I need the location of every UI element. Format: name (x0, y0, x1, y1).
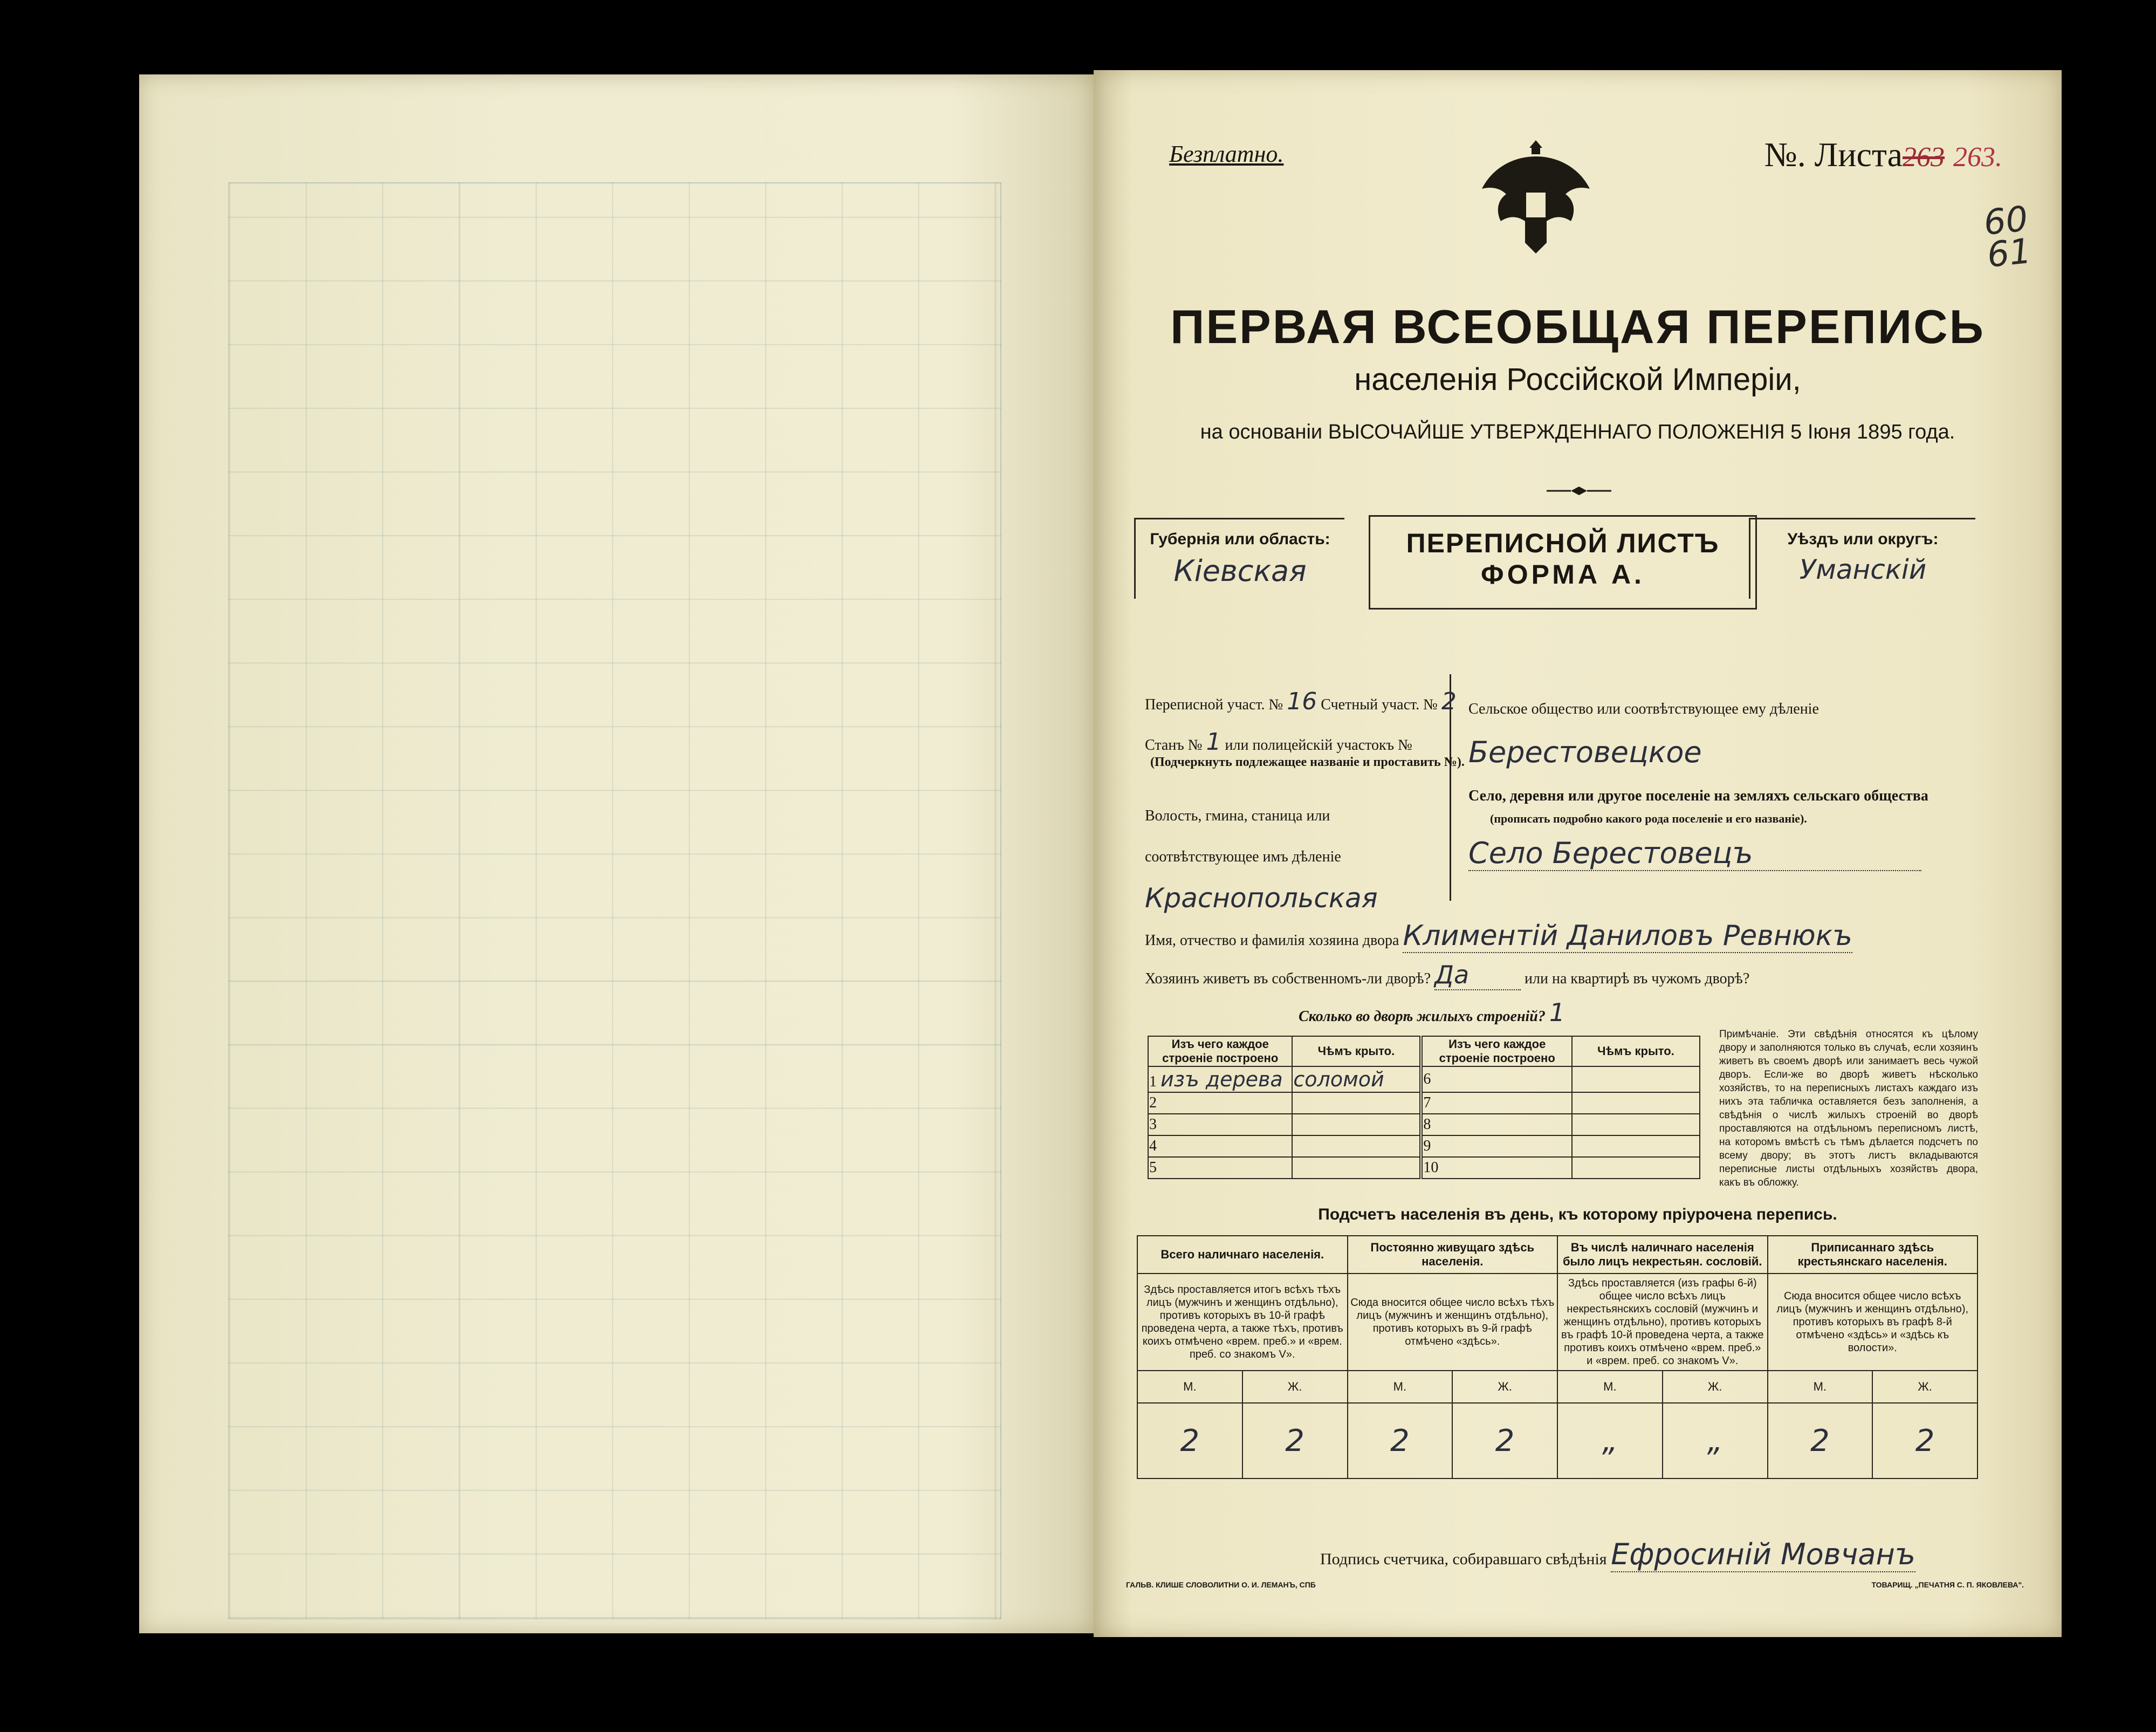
pencil-number-2: 61 (1985, 231, 2033, 276)
count-col-4-desc: Сюда вносится общее число всѣхъ лицъ (мужчинъ и женщинъ отдѣльно), противъ которыхъ въ графѣ 8-й отмѣчено «здѣсь» и «здѣсь къ волости». (1768, 1274, 1978, 1371)
stan-value: 1 (1206, 728, 1221, 756)
owner-name-value: Климентій Даниловъ Ревнюкъ (1403, 920, 1852, 952)
own-yard-label: Хозяинъ живетъ въ собственномъ-ли дворѣ? (1145, 970, 1431, 987)
count-col-4-title: Приписаннаго здѣсь крестьянскаго населенія. (1768, 1236, 1978, 1274)
volost-row (1145, 796, 1436, 923)
rent-label: или на квартирѣ въ чужомъ дворѣ? (1525, 970, 1750, 987)
count-col-1-title: Всего наличнаго населенія. (1137, 1236, 1348, 1274)
police-label: или полицейскій участокъ № (1225, 737, 1412, 754)
pencil-numbers (1981, 199, 2033, 276)
f-label: Ж. (1242, 1371, 1348, 1403)
count-unit-label: Счетный участ. № (1321, 696, 1438, 713)
left-row-1: 1 изъ дерева (1148, 1066, 1292, 1092)
f-label: Ж. (1452, 1371, 1557, 1403)
roof-header-2: Чѣмъ крыто. (1572, 1036, 1700, 1066)
census-unit-label: Переписной участ. № (1145, 696, 1283, 713)
free-label: Безплатно. (1169, 141, 1284, 167)
province-value: Кіевская (1173, 554, 1307, 588)
owner-name-label: Имя, отчество и фамилія хозяина двора (1145, 932, 1399, 949)
society-row (1468, 688, 1975, 779)
right-row-6: 6 (1421, 1066, 1572, 1092)
m-label: М. (1768, 1371, 1873, 1403)
sheet-title: ПЕРЕПИСНОЙ ЛИСТЪ (1406, 528, 1720, 558)
material-value: изъ дерева (1161, 1067, 1283, 1091)
m-label: М. (1137, 1371, 1242, 1403)
buildings-value: 1 (1549, 998, 1565, 1027)
buildings-row (1299, 998, 1565, 1027)
count-col-1-desc: Здѣсь проставляется итогъ всѣхъ тѣхъ лицъ (мужчинъ и женщинъ отдѣльно), противъ которыхъ въ 10-й графѣ проведена черта, а также тѣхъ, противъ коихъ отмѣчено «врем. преб.» и «врем. преб. со знакомъ V». (1137, 1274, 1348, 1371)
buildings-label: Сколько во дворѣ жилыхъ строеній? (1299, 1008, 1546, 1025)
material-header-2: Изъ чего каждое строеніе построено (1421, 1036, 1572, 1066)
form-name: ФОРМА А. (1481, 559, 1645, 590)
signature-label: Подпись счетчика, собиравшаго свѣдѣнія (1320, 1550, 1607, 1568)
faded-ruled-grid (228, 182, 1001, 1619)
province-label: Губернія или область: (1150, 530, 1330, 548)
m-label: М. (1348, 1371, 1453, 1403)
right-row-9: 9 (1421, 1135, 1572, 1157)
m-label: М. (1557, 1371, 1663, 1403)
stan-row (1145, 728, 1412, 756)
material-header: Изъ чего каждое строеніе построено (1148, 1036, 1292, 1066)
own-yard-value: Да (1434, 960, 1521, 990)
double-headed-eagle-emblem (1471, 135, 1601, 259)
roof-value: соломой (1292, 1066, 1421, 1092)
table-row (1148, 1092, 1700, 1114)
sheet-number-value: 263. (1953, 142, 2002, 173)
legal-basis: на основаніи ВЫСОЧАЙШЕ УТВЕРЖДЕННАГО ПОЛОЖЕНІЯ 5 Іюня 1895 года. (1200, 421, 1955, 443)
district-value: Уманскій (1799, 554, 1927, 585)
table-row (1148, 1114, 1700, 1135)
count-3-f: „ (1663, 1403, 1768, 1478)
census-subtitle: населенія Россійской Имперіи, (1354, 362, 1801, 397)
count-4-f: 2 (1872, 1403, 1978, 1478)
count-col-3-desc: Здѣсь проставляется (изъ графы 6-й) общее число всѣхъ лицъ некрестьянскихъ сословій (мужчинъ и женщинъ отдѣльно), противъ которыхъ въ графѣ 10-й проведена черта, а также противъ коихъ отмѣчено «врем. преб.» и «врем. преб. со знакомъ V». (1557, 1274, 1768, 1371)
buildings-table (1148, 1036, 1700, 1179)
count-1-f: 2 (1242, 1403, 1348, 1478)
roof-header: Чѣмъ крыто. (1292, 1036, 1421, 1066)
sheet-number-struck: 263 (1903, 142, 1945, 173)
table-row (1148, 1135, 1700, 1157)
pencil-number-1: 60 (1981, 199, 2030, 244)
ornament-divider (1547, 485, 1611, 496)
district-box (1749, 518, 1975, 599)
village-value: Село Берестовецъ (1468, 836, 1921, 871)
village-note: (прописать подробно какого рода поселеніе и его названіе). (1490, 812, 1807, 825)
census-unit-row (1145, 688, 1457, 715)
count-col-2-title: Постоянно живущаго здѣсь населенія. (1348, 1236, 1558, 1274)
census-unit-value: 16 (1287, 688, 1317, 715)
volost-label: Волость, гмина, станица или соотвѣтствующее имъ дѣленіе (1145, 807, 1341, 865)
table-row (1148, 1066, 1700, 1092)
count-4-m: 2 (1768, 1403, 1873, 1478)
province-box (1134, 518, 1344, 599)
society-value: Берестовецкое (1468, 735, 1702, 769)
count-2-f: 2 (1452, 1403, 1557, 1478)
right-row-7: 7 (1421, 1092, 1572, 1114)
sheet-number (1764, 135, 2002, 175)
count-col-3-title: Въ числѣ наличнаго населенія было лицъ некрестьян. сословій. (1557, 1236, 1768, 1274)
population-count-table (1137, 1235, 1978, 1479)
left-page (139, 74, 1094, 1633)
stan-label: Станъ № (1145, 737, 1203, 754)
underline-note: (Подчеркнуть подлежащее названіе и проставить №). (1150, 755, 1465, 769)
sheet-title-box (1369, 515, 1757, 610)
right-row-10: 10 (1421, 1157, 1572, 1179)
count-2-m: 2 (1348, 1403, 1453, 1478)
village-label: Село, деревня или другое поселеніе на земляхъ сельскаго общества (1468, 788, 1928, 804)
count-unit-value: 2 (1441, 688, 1457, 715)
left-row-5: 5 (1148, 1157, 1292, 1179)
owner-name-row (1145, 920, 1852, 953)
f-label: Ж. (1663, 1371, 1768, 1403)
count-3-m: „ (1557, 1403, 1663, 1478)
signature-value: Ефросиній Мовчанъ (1611, 1537, 1915, 1571)
society-label: Сельское общество или соотвѣтствующее ему дѣленіе (1468, 701, 1819, 717)
f-label: Ж. (1872, 1371, 1978, 1403)
count-1-m: 2 (1137, 1403, 1242, 1478)
signature-row (1320, 1537, 1915, 1571)
buildings-note: Примѣчаніе. Эти свѣдѣнія относятся къ цѣлому двору и заполняются только въ случаѣ, если хозяинъ живетъ въ своемъ дворѣ или занимаетъ весь чужой дворъ. Если-же во дворѣ живетъ нѣсколько хозяйствъ, то на переписныхъ листахъ каждаго изъ нихъ эта табличка оставляется безъ заполненія, а свѣдѣнія о числѣ жилыхъ строеній во дворѣ проставляются на отдѣльномъ переписномъ листѣ, на которомъ вмѣстѣ съ тѣмъ дѣлается подсчетъ по всему двору; въ этотъ листъ вкладываются переписные листы отдѣльныхъ хозяйствъ двора, какъ въ обложку. (1719, 1029, 1978, 1188)
volost-value: Краснопольская (1145, 882, 1378, 914)
right-row-8: 8 (1421, 1114, 1572, 1135)
locality-block (1134, 674, 1981, 914)
left-row-2: 2 (1148, 1092, 1292, 1114)
census-title: ПЕРВАЯ ВСЕОБЩАЯ ПЕРЕПИСЬ (1170, 300, 1985, 353)
footer-right: ТОВАРИЩ. „ПЕЧАТНЯ С. П. ЯКОВЛЕВА". (1871, 1580, 2024, 1589)
sheet-number-label: №. Листа (1764, 135, 1903, 174)
count-heading: Подсчетъ населенія въ день, къ которому пріурочена перепись. (1318, 1206, 1837, 1223)
left-row-4: 4 (1148, 1135, 1292, 1157)
owner-own-row (1145, 960, 1749, 990)
left-row-3: 3 (1148, 1114, 1292, 1135)
count-col-2-desc: Сюда вносится общее число всѣхъ тѣхъ лицъ (мужчинъ и женщинъ отдѣльно), противъ которыхъ въ 9-й графѣ отмѣчено «здѣсь». (1348, 1274, 1558, 1371)
district-label: Уѣздъ или округъ: (1787, 530, 1939, 548)
census-form-page (1094, 70, 2062, 1637)
footer-left: ГАЛЬВ. КЛИШЕ СЛОВОЛИТНИ О. И. ЛЕМАНЪ, СПБ (1126, 1580, 1316, 1589)
table-row (1148, 1157, 1700, 1179)
